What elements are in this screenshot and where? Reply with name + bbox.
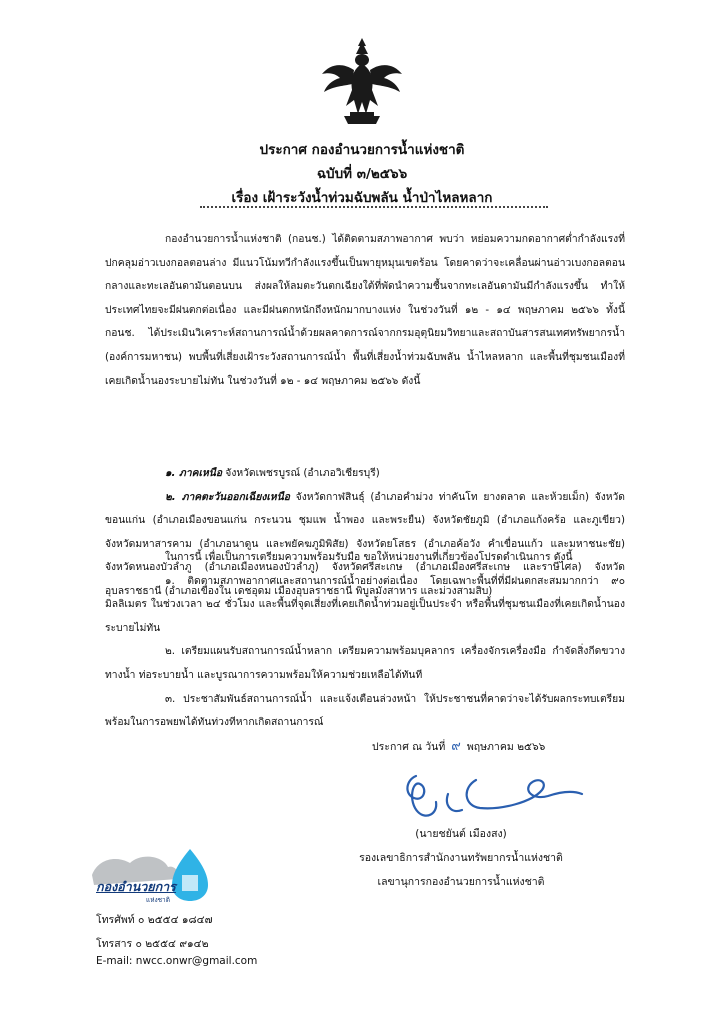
contact-phone: โทรศัพท์ ๐ ๒๕๕๔ ๑๘๔๗ (96, 914, 213, 926)
logo-text: กองอำนวยการ (96, 879, 176, 894)
intro-paragraph: กองอำนวยการน้ำแห่งชาติ (กอนช.) ได้ติดตามสภาพอากาศ พบว่า หย่อมความกดอากาศต่ำกำลังแรงที่ปกคลุมอ่าวเบงกอลตอนล่าง มีแนวโน้มทวีกำลังแรงขึ้นเป็นพายุหมุนเขตร้อน โดยคาดว่าจะเคลื่อนผ่านอ่าวเบงกอลตอนกลางและทะเลอันดามันตอนบน ส่งผลให้ลมตะวันตกเฉียงใต้ที่พัดนำความชื้นจากทะเลอันดามันมีกำลังแรงขึ้น ทำให้ประเทศไทยจะมีฝนตกต่อเนื่อง และมีฝนตกหนักถึงหนักมากบางแห่ง ในช่วงวันที่ ๑๒ - ๑๔ พฤษภาคม ๒๕๖๖ ทั้งนี้ กอนช. ได้ประเมินวิเคราะห์สถานการณ์น้ำด้วยผลคาดการณ์จากกรมอุตุนิยมวิทยาและสถาบันสารสนเทศทรัพยากรน้ำ (องค์การมหาชน) พบพื้นที่เสี่ยงเฝ้าระวังสถานการณ์น้ำ พื้นที่เสี่ยงน้ำท่วมฉับพลัน น้ำไหลหลาก และพื้นที่ชุมชนเมืองที่เคยเกิดน้ำนองระบายไม่ทัน ในช่วงวันที่ ๑๒ - ๑๔ พฤษภาคม ๒๕๖๖ ดังนี้ (105, 233, 625, 387)
preparation-item: ๑. ติดตามสภาพอากาศและสถานการณ์น้ำอย่างต่อเนื่อง โดยเฉพาะพื้นที่ที่มีฝนตกสะสมมากกว่า ๙๐ มิลลิเมตร ในช่วงเวลา ๒๔ ชั่วโมง และพื้นที่จุดเสี่ยงที่เคยเกิดน้ำท่วมอยู่เป็นประจำ หรือพื้นที่ชุมชนเมืองที่เคยเกิดน้ำนองระบายไม่ทัน (105, 574, 625, 634)
date-month-year: พฤษภาคม ๒๕๖๖ (466, 741, 546, 753)
logo-subtext: แห่งชาติ (146, 896, 170, 904)
announcement-title: ประกาศ กองอำนวยการน้ำแห่งชาติ (259, 142, 465, 158)
preparation-intro: ในการนี้ เพื่อเป็นการเตรียมความพร้อมรับมือ ขอให้หน่วยงานที่เกี่ยวข้องโปรดดำเนินการ ดังนี้ (165, 551, 573, 563)
announcement-date (372, 735, 545, 756)
region-text: จังหวัดเพชรบูรณ์ (อำเภอวิเชียรบุรี) (222, 467, 380, 479)
region-text: จังหวัดกาฬสินธุ์ (อำเภอคำม่วง ท่าคันโท ยางตลาด และห้วยเม็ก) จังหวัดขอนแก่น (อำเภอเมืองขอนแก่น กระนวน ชุมแพ น้ำพอง และพระยืน) จังหวัดชัยภูมิ (อำเภอแก้งคร้อ และภูเขียว) จังหวัดมหาสารคาม (อำเภอนาดูน และพยัคฆภูมิพิสัย) จังหวัดยโสธร (อำเภอค้อวัง คำเขื่อนแก้ว และมหาชนะชัย) จังหวัดหนองบัวลำภู (อำเภอเมืองหนองบัวลำภู) จังหวัดศรีสะเกษ (อำเภอเมืองศรีสะเกษ และราษีไศล) จังหวัดอุบลราชธานี (อำเภอเขื่องใน เดชอุดม เมืองอุบลราชธานี พิบูลมังสาหาร และม่วงสามสิบ) (105, 490, 625, 597)
signer-name: (นายชยันต์ เมืองสง) (415, 828, 507, 840)
date-prefix: ประกาศ ณ วันที่ (372, 741, 446, 753)
dotted-divider (200, 206, 548, 208)
announcement-subject: เรื่อง เฝ้าระวังน้ำท่วมฉับพลัน น้ำป่าไหลหลาก (231, 190, 493, 206)
handwritten-signature-icon (392, 762, 592, 828)
signer-position: รองเลขาธิการสำนักงานทรัพยากรน้ำแห่งชาติ (359, 852, 563, 864)
signer-role: เลขานุการกองอำนวยการน้ำแห่งชาติ (377, 876, 545, 888)
risk-area-north (105, 462, 625, 486)
preparation-item: ๒. เตรียมแผนรับสถานการณ์น้ำหลาก เตรียมความพร้อมบุคลากร เครื่องจักรเครื่องมือ กำจัดสิ่งกีดขวางทางน้ำ ท่อระบายน้ำ และบูรณาการความพร้อมให้ความช่วยเหลือได้ทันที (105, 645, 625, 681)
date-day: ๙ (451, 739, 461, 754)
contact-email: E-mail: nwcc.onwr@gmail.com (96, 955, 258, 967)
garuda-emblem-icon (314, 34, 410, 130)
announcement-issue-number: ฉบับที่ ๓/๒๕๖๖ (316, 166, 408, 182)
region-label: ๒. ภาคตะวันออกเฉียงเหนือ (165, 490, 290, 503)
contact-fax: โทรสาร ๐ ๒๕๕๔ ๙๑๔๒ (96, 938, 209, 950)
preparation-section (105, 546, 625, 735)
preparation-item: ๓. ประชาสัมพันธ์สถานการณ์น้ำ และแจ้งเตือนล่วงหน้า ให้ประชาชนที่คาดว่าจะได้รับผลกระทบเตรียมพร้อมในการอพยพได้ทันท่วงทีหากเกิดสถานการณ์ (105, 692, 625, 729)
region-label: ๑. ภาคเหนือ (165, 467, 223, 479)
